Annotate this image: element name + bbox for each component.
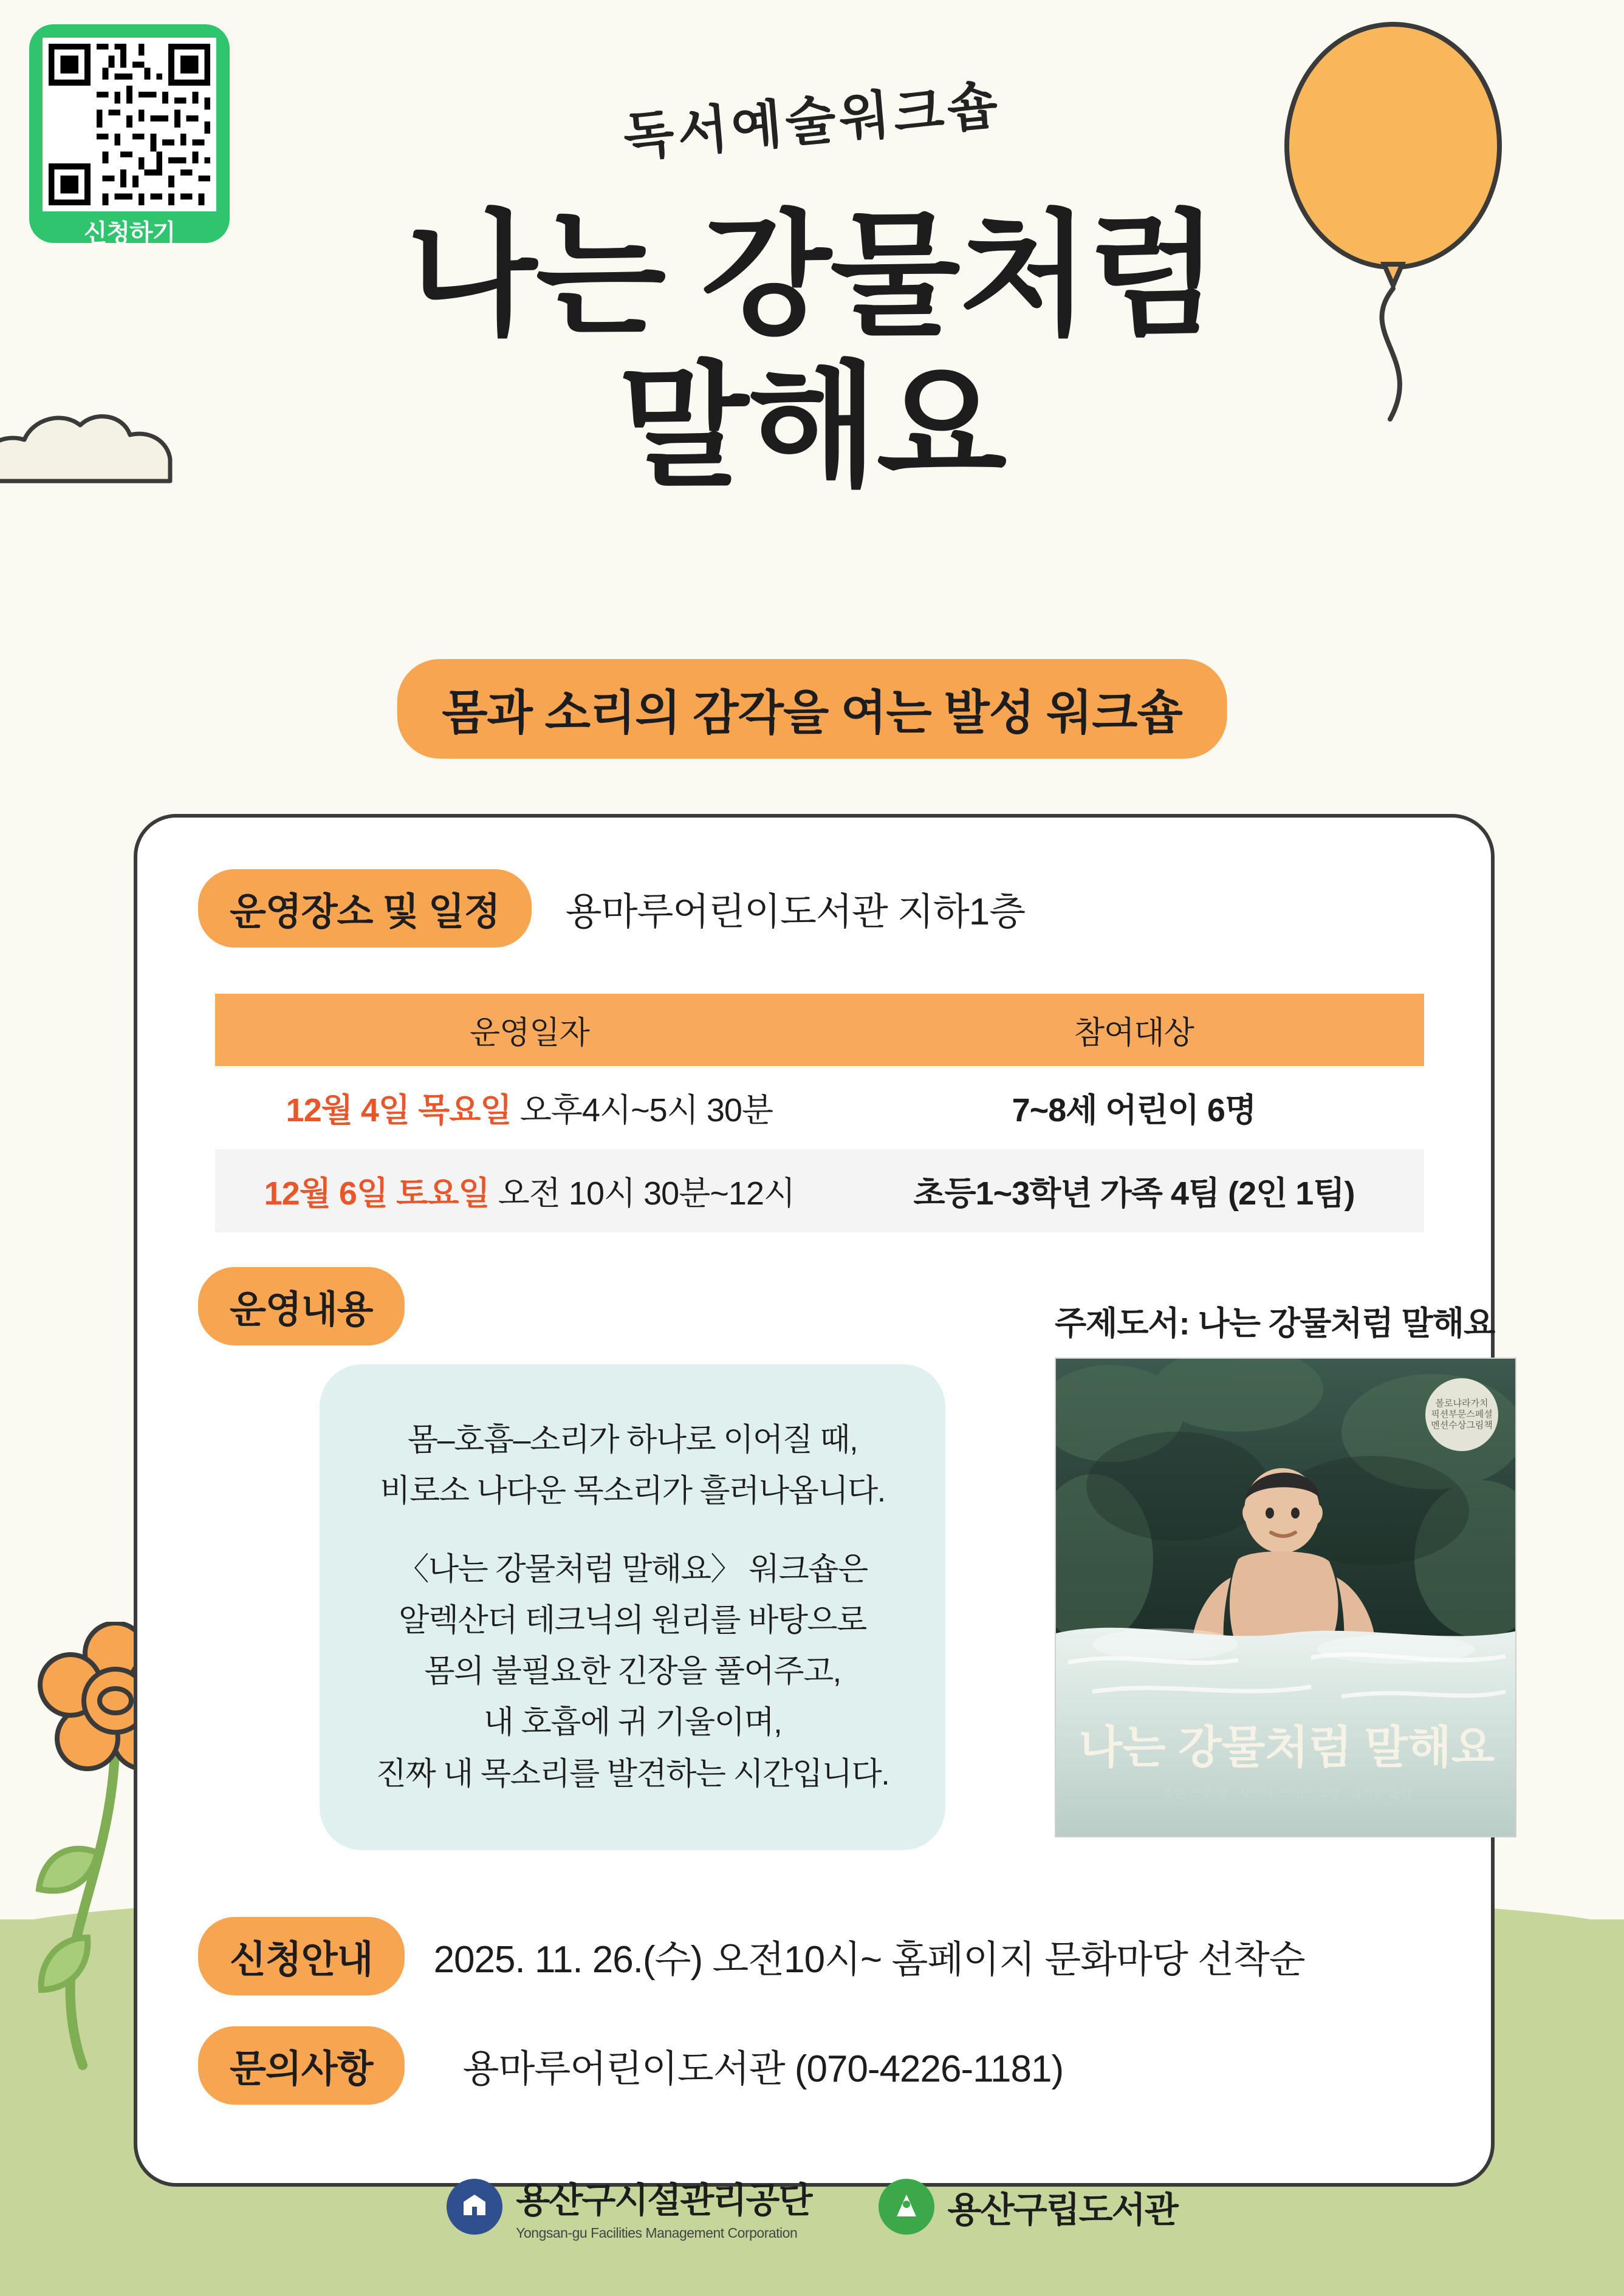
book-caption: 주제도서: 나는 강물처럼 말해요 [1055, 1305, 1495, 1342]
library-logo-icon [879, 2179, 934, 2235]
description-line: 비로소 나다운 목소리가 흘러나옵니다. [380, 1474, 885, 1509]
book-cover-image [1055, 1358, 1516, 1837]
cell-date-rest: 오전 10시 30분~12시 [489, 1175, 795, 1212]
cell-date-emphasis: 12월 4일 목요일 [286, 1092, 512, 1129]
title-line-2: 말해요 [618, 351, 1006, 502]
cell-date-emphasis: 12월 6일 토요일 [264, 1175, 490, 1212]
cell-date [215, 1066, 844, 1149]
schedule-table [215, 994, 1424, 1232]
logo-yongsan-facilities [447, 2171, 811, 2241]
apply-pill-label: 신청안내 [198, 1917, 405, 1995]
description-line: 진짜 내 목소리를 발견하는 시간입니다. [375, 1756, 889, 1792]
logo-text-block [516, 2171, 811, 2241]
cell-target: 초등1~3학년 가족 4팀 (2인 1팀) [844, 1149, 1424, 1232]
apply-value: 2025. 11. 26.(수) 오전10시~ 홈페이지 문화마당 선착순 [433, 1939, 1305, 1981]
building-logo-icon [447, 2179, 502, 2235]
book-cover-title: 나는 강물처럼 말해요 [1078, 1722, 1495, 1772]
apply-row [198, 1917, 1305, 1995]
book-cover-illustration [1056, 1359, 1516, 1837]
content-row [198, 1267, 405, 1345]
poster-subtitle: 몸과 소리의 감각을 여는 발성 워크숍 [397, 659, 1227, 759]
place-pill-label: 운영장소 및 일정 [198, 869, 532, 948]
contact-row [198, 2026, 1063, 2105]
logo-subname: Yongsan-gu Facilities Management Corporation [516, 2225, 798, 2241]
cell-date-rest: 오후4시~5시 30분 [511, 1092, 773, 1129]
svg-text:볼로냐라가치: 볼로냐라가치 [1435, 1398, 1489, 1409]
contact-pill-label: 문의사항 [198, 2026, 405, 2105]
content-pill-label: 운영내용 [198, 1267, 405, 1345]
column-header-target: 참여대상 [844, 994, 1424, 1066]
info-card [134, 814, 1495, 2187]
page-title [0, 200, 1624, 502]
svg-text:픽션부문스페셜: 픽션부문스페셜 [1431, 1409, 1493, 1420]
description-line: 몸–호흡–소리가 하나로 이어질 때, [407, 1423, 858, 1458]
description-line: 몸의 불필요한 긴장을 풀어주고, [424, 1654, 841, 1690]
table-row [215, 1066, 1424, 1149]
contact-value: 용마루어린이도서관 (070-4226-1181) [462, 2048, 1064, 2090]
table-header-row [215, 994, 1424, 1066]
column-header-date: 운영일자 [215, 994, 844, 1066]
footer-logos [0, 2171, 1624, 2241]
book-cover-credits: 조던 스콧 글 · 시드니 스미스 그림 · 김지은 옮김 [1162, 1787, 1412, 1800]
description-line: 내 호흡에 귀 기울이며, [483, 1705, 782, 1741]
description-line: 〈나는 강물처럼 말해요〉 워크숍은 [397, 1551, 868, 1587]
qr-apply-label: 신청하기 [83, 220, 176, 247]
cell-date [215, 1149, 844, 1232]
cell-target: 7~8세 어린이 6명 [1012, 1092, 1256, 1129]
description-spacer [376, 1517, 889, 1544]
description-line: 알렉산더 테크닉의 원리를 바탕으로 [399, 1602, 866, 1638]
svg-text:멘션수상그림책: 멘션수상그림책 [1431, 1420, 1493, 1430]
table-row [215, 1149, 1424, 1232]
logo-yongsan-library [879, 2179, 1177, 2235]
place-value: 용마루어린이도서관 지하1층 [565, 891, 1026, 933]
description-text [376, 1415, 889, 1800]
title-line-1: 나는 강물처럼 [406, 200, 1218, 351]
logo-name: 용산구립도서관 [947, 2190, 1177, 2230]
poster-kicker: 독서예술워크숍 [621, 75, 1004, 167]
logo-name: 용산구시설관리공단 [516, 2181, 812, 2220]
book-block [1006, 1297, 1504, 1837]
place-row [198, 869, 1025, 948]
logo-text-block [948, 2181, 1177, 2232]
description-box [320, 1364, 945, 1850]
